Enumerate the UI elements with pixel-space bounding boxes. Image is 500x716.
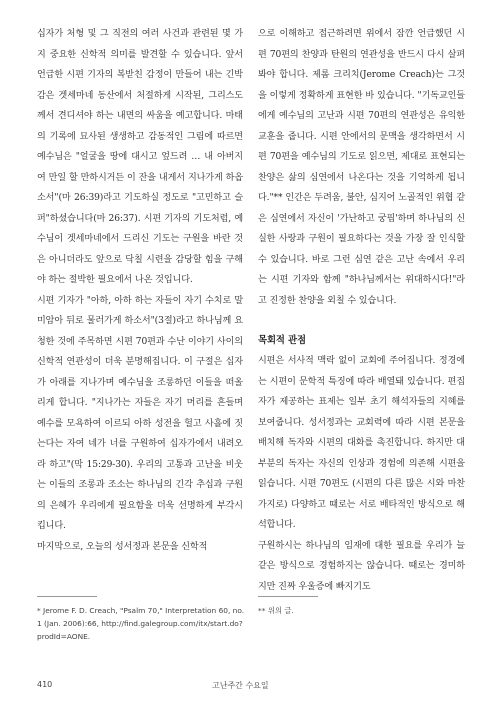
left-text-column: [37, 24, 243, 557]
body-paragraph: 마지막으로, 오늘의 성서정과 본문을 신학적: [37, 541, 208, 552]
right-text-column: [258, 24, 465, 597]
footnote: * Jerome F. D. Creach, "Psalm 70," Interpretation 60, no. 1 (Jan. 2006):66, http://find.galegroup.com/itx/start.do?prodId=AONE.: [37, 606, 245, 641]
running-footer-title: 고난주간 수요일: [212, 681, 269, 690]
body-paragraph: 시편 기자가 "아하, 아하 하는 자들이 자기 수치로 말미암아 뒤로 물러가게 하소서"(3절)라고 하나님께 요청한 것에 주목하면 시편 70편과 수난 이야기 사이의 신학적 연관성이 더욱 분명해집니다. 이 구절은 십자가 아래를 지나가며 예수님을 조롱하던 이들을 떠올리게 합니다. "지나가는 자들은 자기 머리를 흔들며 예수를 모욕하여 이르되 아하 성전을 헐고 사흘에 짓는다는 자여 네가 너를 구원하여 십자가에서 내려오라 하고"(막 15:29-30). 우리의 고통과 고난을 비웃는 이들의 조롱과 조소는 하나님의 긴각 추십과 구원의 은혜가 우리에게 필요함을 더욱 선명하게 부각시킵니다.: [37, 295, 243, 531]
section-heading: 목회적 관점: [258, 335, 306, 346]
page-number: 410: [37, 680, 53, 689]
body-paragraph: 구원하시는 하나님의 임재에 대한 필요를 우리가 늘 같은 방식으로 경험하지는 않습니다. 때로는 경미하지만 진짜 우울증에 빠지기도: [258, 540, 465, 592]
footnote-divider: [258, 596, 318, 597]
body-paragraph: 으로 이해하고 접근하려면 위에서 잠깐 언급했던 시편 70편의 찬양과 탄원의 연관성을 반드시 다시 살펴봐야 합니다. 제롬 크리치(Jerome Creach)는 그것을 이렇게 정확하게 표현한 바 있습니다. "기독교인들에게 예수님의 고난과 시편 70편의 연관성은 유익한 교훈을 줍니다. 시편 안에서의 문맥을 생각하면서 시편 70편을 예수님의 기도로 읽으면, 제대로 표현되는 찬양은 삶의 심연에서 나온다는 것을 기억하게 됩니다."** 인간은 두려움, 불안, 심지어 노골적인 위협 같은 심연에서 자신이 '가난하고 궁핍'하며 하나님의 신실한 사랑과 구원이 필요하다는 것을 가장 잘 인식할 수 있습니다. 바로 그런 심연 같은 고난 속에서 우리는 시편 기자와 함께 "하나님께서는 위대하시다!"라고 진정한 찬양을 외칠 수 있습니다.: [258, 29, 465, 306]
footnote: ** 위의 글.: [258, 606, 294, 615]
body-paragraph: 십자가 처형 및 그 직전의 여러 사건과 관련된 몇 가지 중요한 신학적 의미를 발견할 수 있습니다. 앞서 언급한 시편 기자의 복받친 감정이 만들어 내는 긴박감은 겟세마네 동산에서 처절하게 시작된, 그리스도께서 견디셔야 하는 내면의 싸움을 예고합니다. 마태의 기록에 묘사된 생생하고 감동적인 그림에 따르면 예수님은 "얼굴을 땅에 대시고 엎드려 … 내 아버지여 만일 할 만하시거든 이 잔을 내게서 지나가게 하옵소서"(마 26:39)라고 기도하실 정도로 "고민하고 슬퍼"하셨습니다(마 26:37). 시편 기자의 기도처럼, 예수님이 겟세마네에서 드리신 기도는 구원을 바란 것은 아니더라도 앞으로 닥칠 시련을 감당할 힘을 구해야 하는 절박한 필요에서 나온 것입니다.: [37, 29, 243, 285]
footnote-divider: [37, 596, 97, 597]
body-paragraph: 시편은 서사적 맥락 없이 교회에 주어집니다. 정경에는 시편이 문학적 특징에 따라 배열돼 있습니다. 편집자가 제공하는 표제는 일부 초기 해석자들의 지혜를 보여줍니다. 성서정과는 교회력에 따라 시편 본문을 배치해 독자와 시편의 대화를 촉진합니다. 하지만 대부분의 독자는 자신의 인상과 경험에 의존해 시편을 읽습니다. 시편 70편도 (시편의 다른 많은 시와 마찬가지로) 다양하고 때로는 서로 배타적인 방식으로 해석합니다.: [258, 356, 465, 530]
